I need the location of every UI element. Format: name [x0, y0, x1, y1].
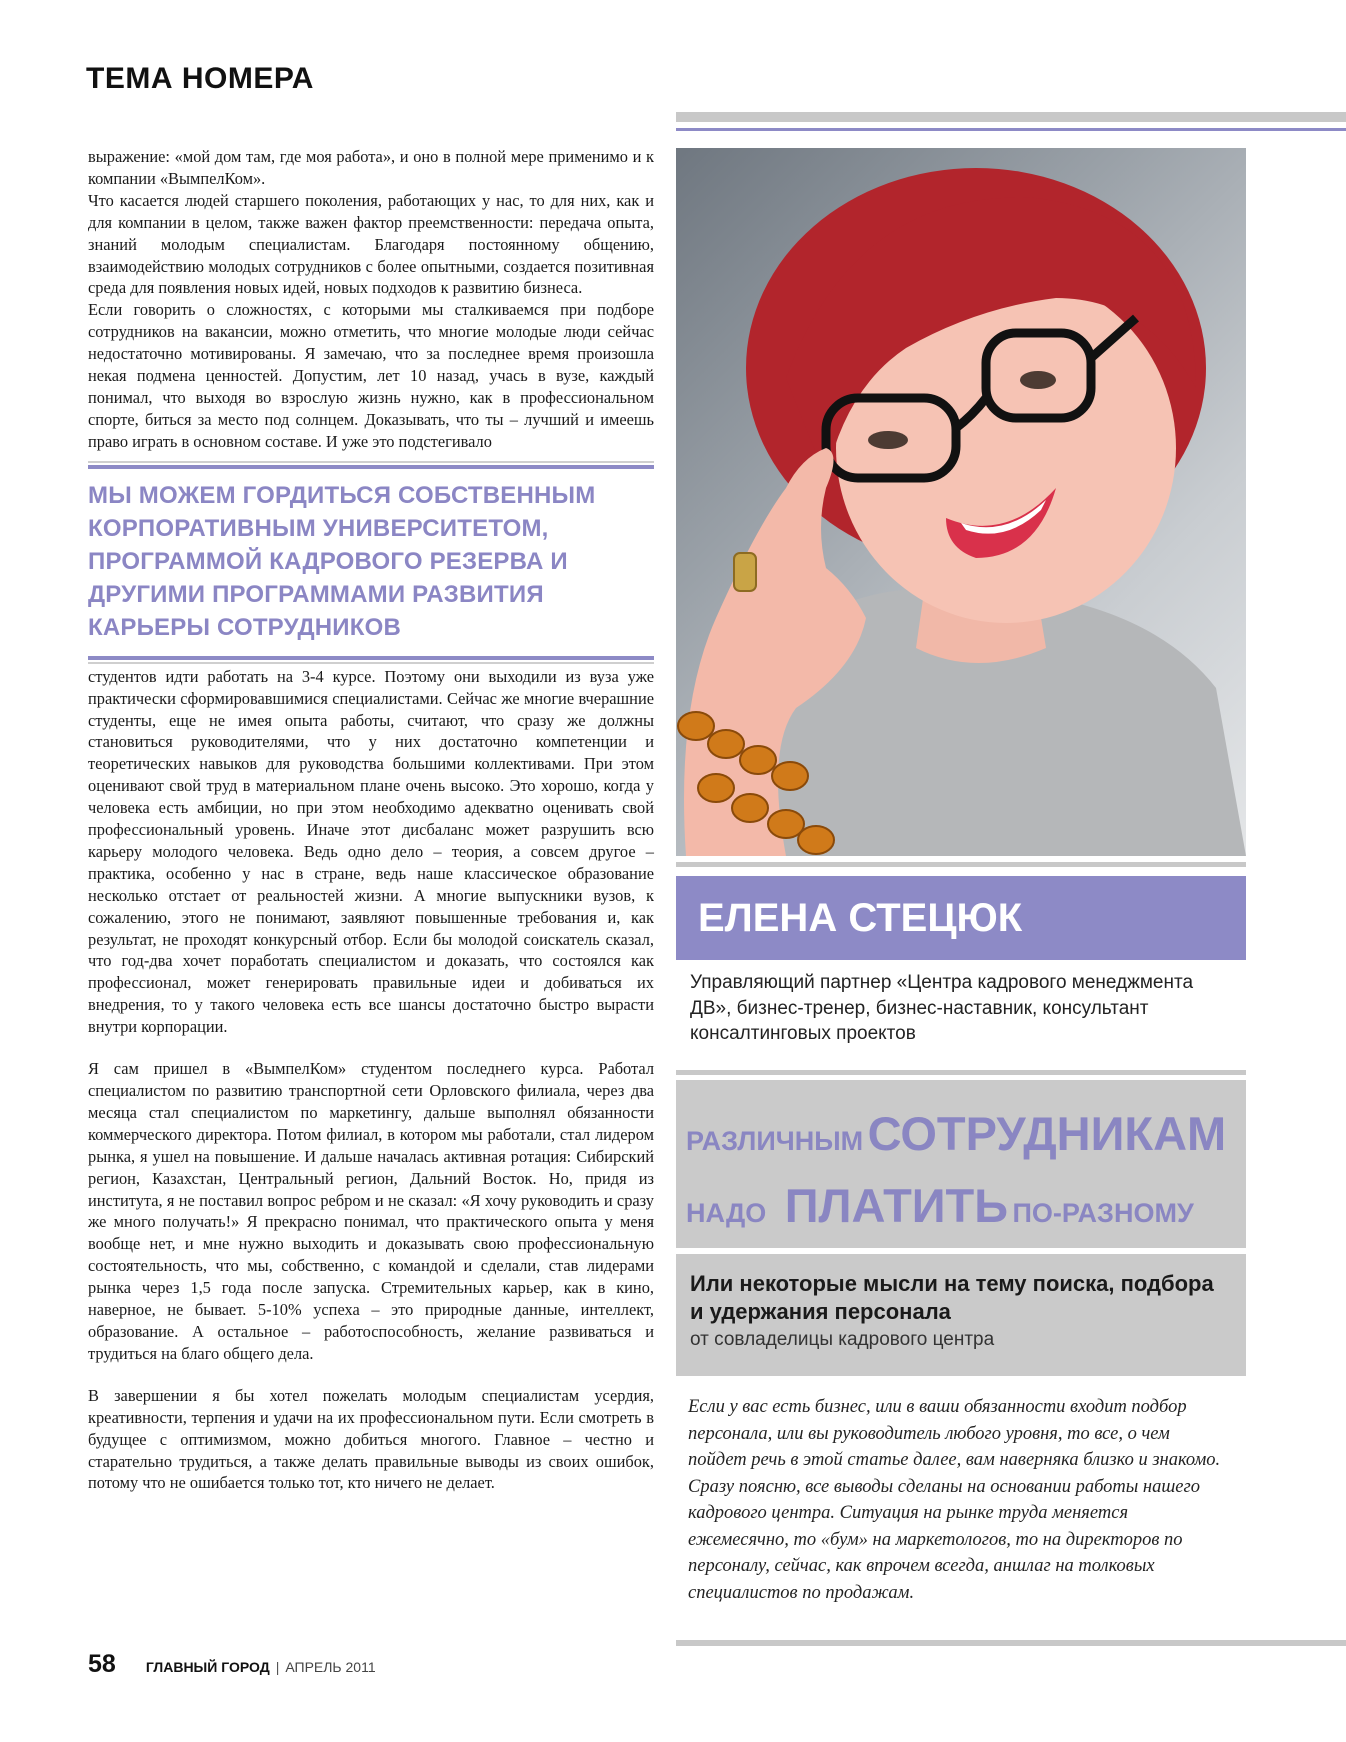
page-footer: [88, 1650, 376, 1679]
article-paragraph: Что касается людей старшего поколения, работающих у нас, то для них, как и для компании в целом, также важен фактор преемственности: передача опыта, знаний молодым специалистам. Благодаря постоянному общению, взаимодействию молодых сотрудников с более опытными, создается позитивная среда для появления новых идей, новых подходов к развитию бизнеса.: [88, 190, 654, 298]
headline-line-2: [686, 1178, 1194, 1233]
issue-date: АПРЕЛЬ 2011: [285, 1659, 376, 1675]
bottom-rule: [676, 1640, 1346, 1646]
article-paragraph: выражение: «мой дом там, где моя работа», и оно в полной мере применимо и к компании «ВымпелКом».: [88, 147, 654, 188]
rule: [676, 862, 1246, 867]
headline-word: ПЛАТИТЬ: [784, 1179, 1009, 1232]
headline-word: СОТРУДНИКАМ: [867, 1107, 1227, 1160]
magazine-name: ГЛАВНЫЙ ГОРОД: [145, 1659, 270, 1675]
article-left-column: [88, 146, 654, 1494]
headline-line-1: [686, 1106, 1226, 1161]
person-name: ЕЛЕНА СТЕЦЮК: [676, 876, 1246, 960]
top-rule: [676, 112, 1346, 122]
footer-separator: |: [275, 1659, 280, 1675]
article-paragraph: студентов идти работать на 3-4 курсе. Поэтому они выходили из вуза уже практически сформировавшимися специалистами. Сейчас же многие вчерашние студенты, еще не имея опыта работы, считают, что сразу же должны становиться руководителями, что у них достаточно компетенции и теоретических навыков для руководства большими коллективами. При этом оценивают свой труд в материальном плане очень высоко. Это хорошо, когда у человека есть амбиции, но при этом необходимо адекватно оценивать свой профессиональный уровень. Иначе этот дисбаланс может разрушить всю карьеру молодого человека. Ведь одно дело – теория, а совсем другое – практика, особенно у нас в стране, ведь наше классическое образование несколько отстает от реальностей жизни. А многие выпускники вузов, к сожалению, этого не понимают, заявляют повышенные требования и, как результат, не проходят конкурсный отбор. Если бы молодой соискатель сказал, что год-два хочет поработать специалистом и доказать, что состоялся как профессионал, может генерировать правильные идеи и добиваться их внедрения, то у такого человека есть все шансы достаточно быстро вырасти внутри корпорации.: [88, 666, 654, 1037]
subheadline-subtitle: от совладелицы кадрового центра: [690, 1329, 995, 1350]
article-lead: Если у вас есть бизнес, или в ваши обязанности входит подбор персонала, или вы руководитель любого уровня, то все, о чем пойдет речь в этой статье далее, вам наверняка близко и знакомо. Сразу поясню, все выводы сделаны на основании работы нашего кадрового центра. Ситуация на рынке труда меняется ежемесячно, то «бум» на маркетологов, то на директоров по персоналу, сейчас, как впрочем всегда, аншлаг на толковых специалистов по продажам.: [688, 1397, 1221, 1603]
portrait-photo: [676, 148, 1246, 856]
article-subheadline: [676, 1254, 1246, 1376]
headline-word: НАДО: [686, 1198, 767, 1228]
page-number: 58: [88, 1650, 116, 1678]
headline-word: ПО-РАЗНОМУ: [1012, 1198, 1194, 1228]
headline-word: РАЗЛИЧНЫМ: [686, 1126, 864, 1156]
article-paragraph: В завершении я бы хотел пожелать молодым специалистам усердия, креативности, терпения и удачи на их профессиональном пути. Если смотреть в будущее с оптимизмом, можно добиться многого. Главное – честно и старательно трудиться, а также делать правильные выводы из своих ошибок, потому что не ошибается только тот, кто ничего не делает.: [88, 1385, 654, 1493]
subheadline-title: Или некоторые мысли на тему поиска, подбора и удержания персонала: [690, 1271, 1214, 1324]
portrait-illustration: [676, 148, 1246, 856]
top-accent-rule: [676, 128, 1346, 131]
article-paragraph: Я сам пришел в «ВымпелКом» студентом последнего курса. Работал специалистом по развитию транспортной сети Орловского филиала, через два месяца стал специалистом по маркетингу, дальше выполнял обязанности коммерческого директора. Потом филиал, в котором мы работали, стал лидером рынка, я ушел на повышение. И дальше началась активная ротация: Сибирский регион, Казахстан, Центральный регион, Дальний Восток. Но, придя из института, я не поставил вопрос ребром и не сказал: «Я хочу руководить и сразу же много получать!» Я прекрасно понимал, что практического опыта у меня вообще нет, и мне нужно выходить и доказывать свою профессиональную состоятельность, что мы, собственно, с командой и сделали, став лидерами рынка через 1,5 года после запуска. Стремительных карьер, как в кино, наверное, не бывает. 5-10% успеха – это природные данные, интеллект, образование. А остальное – работоспособность, желание развиваться и трудиться на благо общего дела.: [88, 1059, 654, 1363]
article-headline: [676, 1080, 1246, 1248]
pull-quote: [88, 465, 654, 660]
rule: [676, 1070, 1246, 1075]
person-role: Управляющий партнер «Центра кадрового менеджмента ДВ», бизнес-тренер, бизнес-наставник, консультант консалтинговых проектов: [690, 972, 1194, 1044]
pull-quote-text: МЫ МОЖЕМ ГОРДИТЬСЯ СОБСТВЕННЫМ КОРПОРАТИВНЫМ УНИВЕРСИТЕТОМ, ПРОГРАММОЙ КАДРОВОГО РЕЗЕРВА И ДРУГИМИ ПРОГРАММАМИ РАЗВИТИЯ КАРЬЕРЫ СОТРУДНИКОВ: [88, 481, 596, 641]
section-title: ТЕМА НОМЕРА: [86, 62, 314, 95]
article-paragraph: Если говорить о сложностях, с которыми мы сталкиваемся при подборе сотрудников на вакансии, можно отметить, что многие молодые люди сейчас недостаточно мотивированы. Я замечаю, что за последнее время произошла некая подмена ценностей. Допустим, лет 10 назад, учась в вузе, каждый понимал, что выходя во взрослую жизнь нужно, как в профессиональном спорте, биться за место под солнцем. Доказывать, что ты – лучший и имеешь право играть в основном составе. И уже это подстегивало: [88, 300, 654, 451]
